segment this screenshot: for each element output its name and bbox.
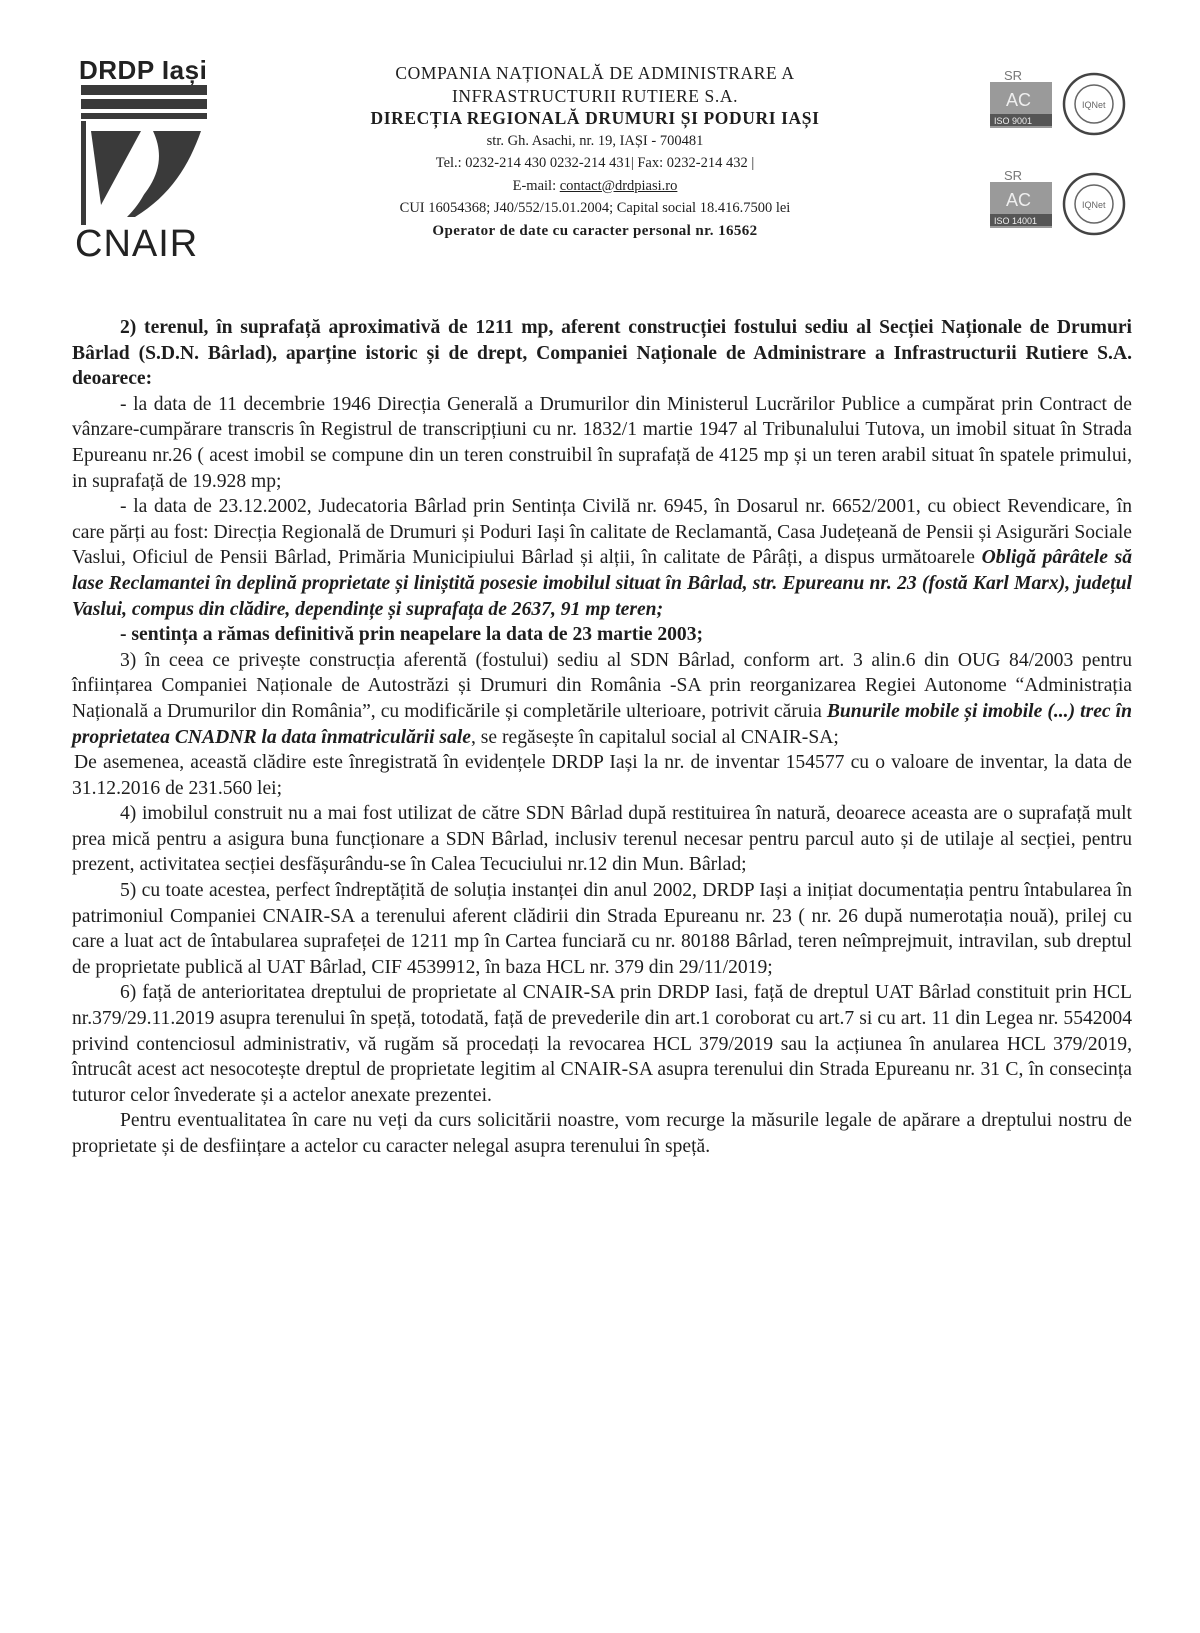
data-operator: Operator de date cu caracter personal nr. 16562 [432,222,758,239]
letter-body [72,315,1132,1160]
closing-paragraph: Pentru eventualitatea în care nu veți da curs solicitării noastre, vom recurge la măsurile legale de apărare a dreptului nostru de proprietate și de desființare a actelor cu caracter nelegal asupra terenului în speță. [72,1110,1132,1157]
srac-cert-icon [990,168,1130,238]
email-line [290,175,900,198]
point-2-item-purchase: - la data de 11 decembrie 1946 Direcția Generală a Drumurilor din Ministerul Lucrărilor Publice a cumpărat prin Contract de vânzare-cumpărare transcris în Registrul de transcripțiuni cu nr. 1832/1 martie 1947 al Tribunalului Tutova, un imobil situat în Strada Epureanu nr.26 ( acest imobil se compune din un teren construibil în suprafață de 4125 mp și un teren arabil situat în spatele primului, in suprafață de 19.928 mp; [72,393,1132,492]
srac-cert-icon [990,68,1130,138]
drdp-cnair-logo [75,55,220,265]
point-5: 5) cu toate acestea, perfect îndreptățită de soluția instanței din anul 2002, DRDP Iași a inițiat documentația pentru întabularea în patrimoniul Companiei CNAIR-SA a terenului aferent clădirii din Strada Epureanu nr. 23 ( nr. 26 după numerotația nouă), prilej cu care a luat act de întabularea suprafeței de 1211 mp în Cartea funciară cu nr. 80188 Bârlad, teren neîmprejmuit, intravilan, sub dreptul de proprietate publică al UAT Bârlad, CIF 4539912, în baza HCL nr. 379 din 29/11/2019; [72,880,1132,978]
point-4: 4) imobilul construit nu a mai fost utilizat de către SDN Bârlad după restituirea în natură, deoarece aceasta are o suprafață mult prea mică pentru a asigura buna funcționare a SDN Bârlad, inclusiv terenul necesar pentru parcul auto și de utilaje al secției, pentru prezent, activitatea secției desfășurându-se în Calea Tecuciului nr.12 din Mun. Bârlad; [72,803,1132,876]
judgment-text: - la data de 23.12.2002, Judecatoria Bârlad prin Sentința Civilă nr. 6945, în Dosarul nr. 6652/2001, cu obiect Revendicare, în care părți au fost: Direcția Regională de Drumuri și Poduri Iași în calitate de Reclamantă, Casa Județeană de Pensii și Asigurări Sociale Vaslui, Oficiul de Pensii Bârlad, Primăria Municipiului Bârlad și alții, în calitate de Pârâți, a dispus următoarele [72,496,1132,569]
point-3-text: 3) în ceea ce privește construcția aferentă (fostului) sediu al SDN Bârlad, conform art. 3 alin.6 din OUG 84/2003 pentru înființarea Companiei Naționale de Autostrăzi și Drumuri din România -SA prin reorganizarea Regiei Autonome “Administrația Națională a Drumurilor din România”, cu modificările și completările ulterioare, potrivit căruia [72,649,1132,722]
road-emblem-icon [81,85,207,225]
point-2-heading: 2) terenul, în suprafață aproximativă de 1211 mp, aferent construcției fostului sediu al Secției Naționale de Drumuri Bârlad (S.D.N. Bârlad), aparține istoric și de drept, Companiei Naționale de Administrare a Infrastructurii Rutiere S.A. deoarece: [72,317,1132,390]
address: str. Gh. Asachi, nr. 19, IAȘI - 700481 [486,132,704,149]
company-name-line2: INFRASTRUCTURII RUTIERE S.A. [451,85,739,106]
svg-text:SR: SR [1004,168,1023,183]
point-2-item-judgment [72,494,1132,622]
iso-9001-certification-badge [990,68,1130,138]
point-3 [72,648,1132,750]
svg-text:ISO 14001: ISO 14001 [994,216,1038,226]
judgment-quote: Obligă pârâtele să lase Reclamantei în deplină proprietate și liniștită posesie imobilul situat în Bârlad, str. Epureanu nr. 23 (fostă Karl Marx), județul Vaslui, compus din clădire, dependințe și suprafața de 2637, 91 mp teren; [72,547,1132,620]
svg-text:AC: AC [1006,90,1032,110]
point-3-text-end: , se regăsește în capitalul social al CNAIR-SA; [470,726,839,748]
logo-drdp-text: DRDP Iași [79,55,208,85]
svg-text:AC: AC [1006,190,1032,210]
svg-text:IQNet: IQNet [1082,200,1106,210]
point-3-inventory: De asemenea, această clădire este înregistrată în evidențele DRDP Iași la nr. de inventar 154577 cu o valoare de inventar, la data de 31.12.2016 de 231.560 lei; [72,752,1132,799]
point-2-item-final: - sentința a rămas definitivă prin neapelare la data de 23 martie 2003; [120,624,704,646]
registry-info: CUI 16054368; J40/552/15.01.2004; Capital social 18.416.7500 lei [399,200,791,216]
phone-fax: Tel.: 0232-214 430 0232-214 431| Fax: 0232-214 432 | [435,155,755,171]
email-link[interactable]: contact@drdpiasi.ro [559,177,678,194]
email-label: E-mail: [512,177,560,194]
logo-cnair-text: CNAIR [75,223,199,265]
point-3-quote: Bunurile mobile și imobile (...) trec în proprietatea CNADNR la data înmatriculării sale [72,700,1132,748]
iso-14001-certification-badge [990,168,1130,238]
letterhead [290,62,900,242]
svg-text:SR: SR [1004,68,1023,83]
svg-text:ISO 9001: ISO 9001 [994,116,1033,126]
directorate-name: DIRECȚIA REGIONALĂ DRUMURI ȘI PODURI IAȘI [370,108,820,128]
company-name-line1: COMPANIA NAȚIONALĂ DE ADMINISTRARE A [395,63,795,83]
svg-text:IQNet: IQNet [1082,100,1106,110]
point-6: 6) față de anterioritatea dreptului de proprietate al CNAIR-SA prin DRDP Iasi, față de dreptul UAT Bârlad constituit prin HCL nr.379/29.11.2019 asupra terenului în speță, totodată, față de prevederile din art.1 coroborat cu art.7 si cu art. 11 din Legea nr. 5542004 privind contenciosul administrativ, vă rugăm să procedați la revocarea HCL 379/2019 sau la acțiunea în anularea HCL 379/2019, întrucât acest act nesocotește dreptul de proprietate legitim al CNAIR-SA asupra terenului din Strada Epureanu nr. 31 C, în consecința tuturor celor învederate și a actelor anexate prezentei. [72,982,1132,1106]
